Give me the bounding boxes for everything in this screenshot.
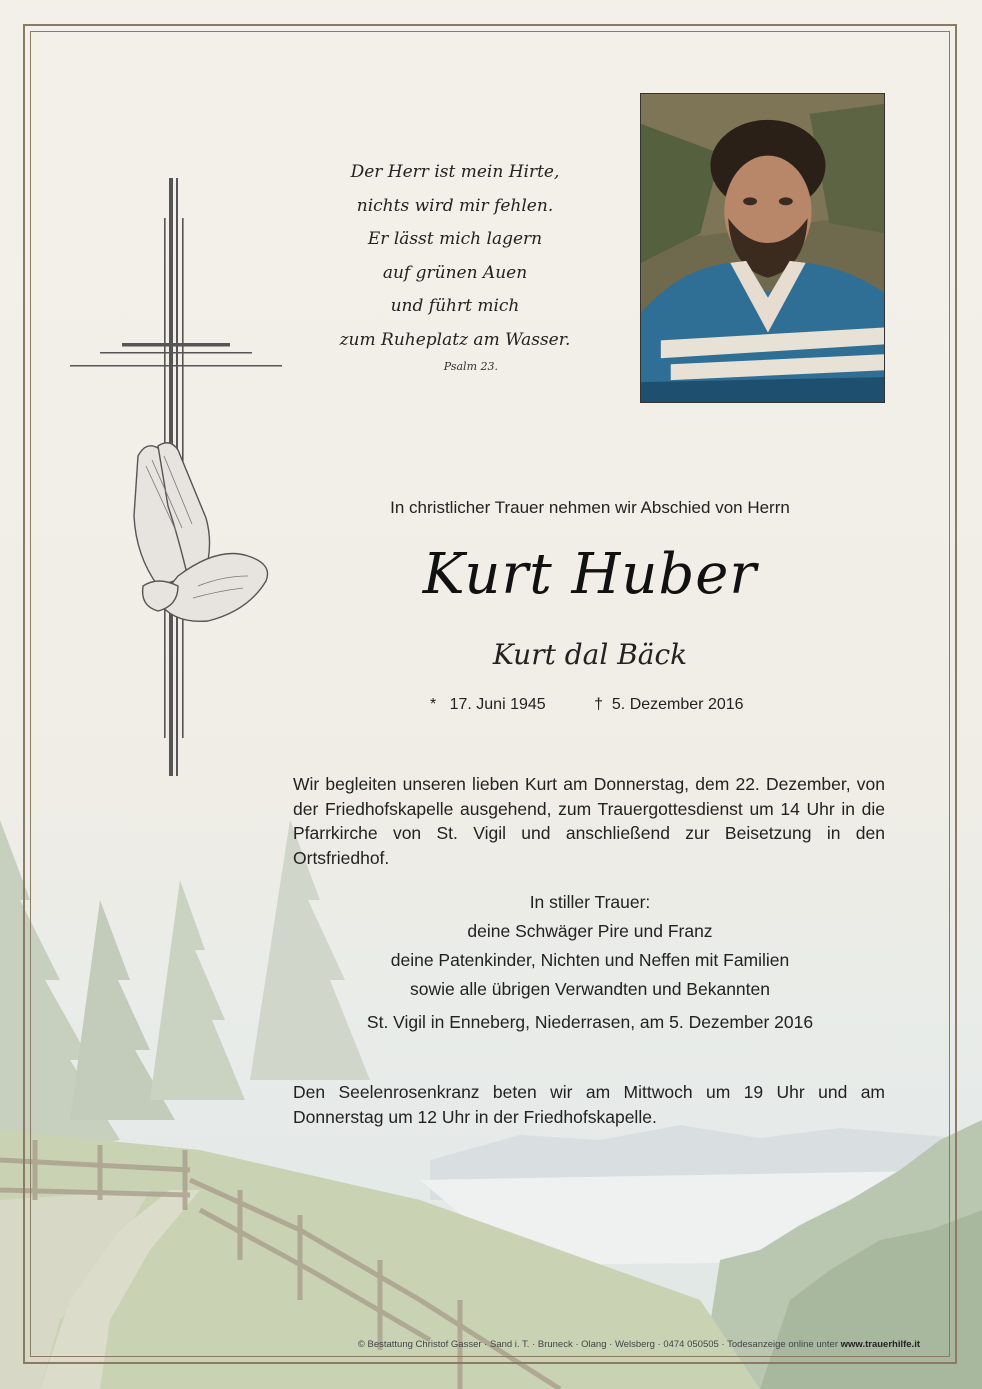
footer-url[interactable]: www.trauerhilfe.it [840,1339,920,1350]
footer-text: © Bestattung Christof Gasser · Sand i. T. · Bruneck · Olang · Welsberg · 0474 050505 · Todesanzeige online unter [357,1339,841,1350]
portrait-photo [640,93,885,403]
psalm-line: zum Ruheplatz am Wasser. [339,329,571,350]
psalm-text [320,156,590,357]
birth-symbol: * [430,696,437,713]
intro-text: In christlicher Trauer nehmen wir Abschied von Herrn [390,498,790,517]
footer [290,1339,920,1350]
deceased-nickname: Kurt dal Bäck [492,638,688,671]
psalm-line: nichts wird mir fehlen. [356,195,554,216]
death-symbol: † [594,696,604,713]
mourners-heading: In stiller Trauer: [529,892,651,912]
mourner-line: deine Patenkinder, Nichten und Neffen mit Familien [390,950,790,970]
mourners-list [340,888,840,1004]
psalm-line: Der Herr ist mein Hirte, [350,162,560,182]
funeral-paragraph: Wir begleiten unseren lieben Kurt am Donnerstag, dem 22. Dezember, von der Friedhofskapelle ausgehend, zum Trauergottesdienst um 14 Uhr in die Pfarrkirche von St. Vigil und anschließend zur Beisetzung in den Ortsfriedhof. [293,774,885,868]
psalm-reference: Psalm 23. [443,360,498,373]
birth-date [430,696,546,714]
mourner-line: sowie alle übrigen Verwandten und Bekannten [410,979,770,999]
birth-date-text: 17. Juni 1945 [449,696,546,713]
place-date: St. Vigil in Enneberg, Niederrasen, am 5. Dezember 2016 [366,1012,814,1032]
deceased-name: Kurt Huber [422,542,758,607]
psalm-line: Er lässt mich lagern [367,229,543,249]
psalm-line: und führt mich [390,296,520,316]
psalm-line: auf grünen Auen [382,262,528,283]
life-dates [430,696,770,714]
mourner-line: deine Schwäger Pire und Franz [467,921,713,941]
death-date [594,696,743,714]
rosary-paragraph: Den Seelenrosenkranz beten wir am Mittwoch um 19 Uhr und am Donnerstag um 12 Uhr in der Friedhofskapelle. [293,1082,885,1127]
praying-hands-icon [118,436,270,626]
death-date-text: 5. Dezember 2016 [611,696,744,713]
